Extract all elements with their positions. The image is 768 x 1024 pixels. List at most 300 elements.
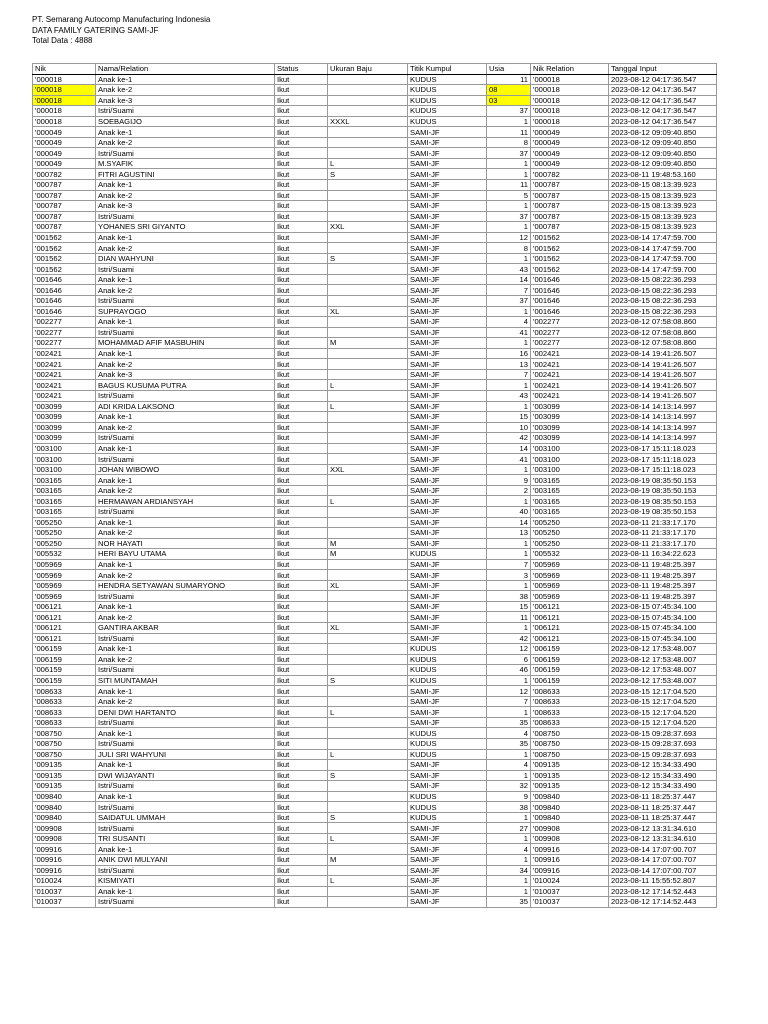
table-row <box>33 496 717 507</box>
cell-titik-kumpul: SAMI-JF <box>408 422 487 433</box>
cell-status: Ikut <box>275 717 328 728</box>
cell-tanggal-input: 2023-08-11 18:25:37.447 <box>609 791 717 802</box>
cell-tanggal-input: 2023-08-15 08:22:36.293 <box>609 296 717 307</box>
cell-nik-relation: '003100 <box>531 464 609 475</box>
cell-status: Ikut <box>275 443 328 454</box>
cell-ukuran-baju <box>328 359 408 370</box>
table-row <box>33 876 717 887</box>
cell-usia: 1 <box>487 876 531 887</box>
cell-status: Ikut <box>275 707 328 718</box>
cell-usia: 1 <box>487 338 531 349</box>
cell-nik: '006121 <box>33 633 96 644</box>
cell-tanggal-input: 2023-08-14 14:13:14.997 <box>609 412 717 423</box>
cell-nik: '002421 <box>33 380 96 391</box>
table-row <box>33 222 717 233</box>
cell-titik-kumpul: SAMI-JF <box>408 433 487 444</box>
cell-nik: '003100 <box>33 464 96 475</box>
cell-nik-relation: '000049 <box>531 127 609 138</box>
cell-nama: Anak ke-2 <box>96 654 275 665</box>
cell-ukuran-baju <box>328 211 408 222</box>
cell-nik-relation: '005250 <box>531 538 609 549</box>
cell-titik-kumpul: KUDUS <box>408 802 487 813</box>
cell-nama: Istri/Suami <box>96 665 275 676</box>
cell-nama: Anak ke-2 <box>96 422 275 433</box>
cell-titik-kumpul: SAMI-JF <box>408 369 487 380</box>
cell-nik: '002421 <box>33 390 96 401</box>
cell-titik-kumpul: SAMI-JF <box>408 285 487 296</box>
cell-nik-relation: '002277 <box>531 327 609 338</box>
cell-tanggal-input: 2023-08-15 07:45:34.100 <box>609 622 717 633</box>
table-row <box>33 116 717 127</box>
cell-nik-relation: '008633 <box>531 686 609 697</box>
cell-usia: 1 <box>487 116 531 127</box>
column-header-nik: Nik <box>33 64 96 75</box>
cell-ukuran-baju: XL <box>328 580 408 591</box>
cell-nik: '001646 <box>33 296 96 307</box>
cell-ukuran-baju <box>328 739 408 750</box>
cell-nik-relation: '003099 <box>531 422 609 433</box>
column-header-ukuran-baju: Ukuran Baju <box>328 64 408 75</box>
cell-nik: '005250 <box>33 538 96 549</box>
cell-tanggal-input: 2023-08-12 04:17:36.547 <box>609 74 717 85</box>
cell-ukuran-baju <box>328 823 408 834</box>
cell-status: Ikut <box>275 137 328 148</box>
cell-usia: 15 <box>487 412 531 423</box>
cell-titik-kumpul: SAMI-JF <box>408 306 487 317</box>
cell-nama: Anak ke-1 <box>96 601 275 612</box>
cell-nik: '009135 <box>33 760 96 771</box>
cell-usia: 1 <box>487 770 531 781</box>
cell-tanggal-input: 2023-08-19 08:35:50.153 <box>609 475 717 486</box>
cell-ukuran-baju <box>328 601 408 612</box>
table-row <box>33 897 717 908</box>
cell-nama: Anak ke-1 <box>96 127 275 138</box>
cell-status: Ikut <box>275 232 328 243</box>
table-row <box>33 243 717 254</box>
table-row <box>33 707 717 718</box>
cell-nik: '003099 <box>33 422 96 433</box>
table-row <box>33 612 717 623</box>
cell-nik-relation: '006159 <box>531 654 609 665</box>
cell-nik: '008750 <box>33 749 96 760</box>
cell-nik-relation: '010024 <box>531 876 609 887</box>
cell-nik-relation: '001562 <box>531 253 609 264</box>
cell-nik: '006159 <box>33 675 96 686</box>
cell-nik: '000782 <box>33 169 96 180</box>
cell-nama: Istri/Suami <box>96 211 275 222</box>
cell-nik: '000787 <box>33 201 96 212</box>
cell-nama: JULI SRI WAHYUNI <box>96 749 275 760</box>
cell-status: Ikut <box>275 897 328 908</box>
cell-nik: '003100 <box>33 443 96 454</box>
cell-nik: '009840 <box>33 802 96 813</box>
cell-nik-relation: '000018 <box>531 106 609 117</box>
cell-status: Ikut <box>275 538 328 549</box>
cell-tanggal-input: 2023-08-12 15:34:33.490 <box>609 770 717 781</box>
column-header-usia: Usia <box>487 64 531 75</box>
cell-nik: '006121 <box>33 601 96 612</box>
table-row <box>33 412 717 423</box>
cell-nik-relation: '001646 <box>531 274 609 285</box>
cell-nik-relation: '002421 <box>531 390 609 401</box>
cell-titik-kumpul: SAMI-JF <box>408 338 487 349</box>
cell-titik-kumpul: SAMI-JF <box>408 528 487 539</box>
cell-status: Ikut <box>275 686 328 697</box>
cell-tanggal-input: 2023-08-15 08:13:39.923 <box>609 180 717 191</box>
cell-nama: Anak ke-1 <box>96 517 275 528</box>
cell-status: Ikut <box>275 633 328 644</box>
cell-titik-kumpul: SAMI-JF <box>408 274 487 285</box>
cell-titik-kumpul: KUDUS <box>408 791 487 802</box>
cell-titik-kumpul: SAMI-JF <box>408 327 487 338</box>
cell-nik-relation: '003099 <box>531 412 609 423</box>
cell-ukuran-baju <box>328 897 408 908</box>
cell-nik: '009908 <box>33 833 96 844</box>
cell-nik: '000049 <box>33 158 96 169</box>
cell-ukuran-baju <box>328 390 408 401</box>
cell-tanggal-input: 2023-08-15 08:22:36.293 <box>609 285 717 296</box>
cell-nik: '005250 <box>33 528 96 539</box>
cell-nik: '008633 <box>33 686 96 697</box>
cell-nik-relation: '008750 <box>531 728 609 739</box>
cell-nama: Anak ke-3 <box>96 201 275 212</box>
cell-status: Ikut <box>275 327 328 338</box>
cell-status: Ikut <box>275 380 328 391</box>
cell-nik: '002277 <box>33 327 96 338</box>
cell-status: Ikut <box>275 749 328 760</box>
cell-nik: '003099 <box>33 401 96 412</box>
cell-nik: '010037 <box>33 897 96 908</box>
cell-ukuran-baju <box>328 127 408 138</box>
cell-usia: 12 <box>487 686 531 697</box>
cell-status: Ikut <box>275 654 328 665</box>
cell-nama: Anak ke-2 <box>96 285 275 296</box>
cell-tanggal-input: 2023-08-15 12:17:04.520 <box>609 696 717 707</box>
table-row <box>33 760 717 771</box>
cell-nama: Anak ke-1 <box>96 886 275 897</box>
cell-nik-relation: '000018 <box>531 85 609 96</box>
cell-ukuran-baju <box>328 517 408 528</box>
column-header-nik-relation: Nik Relation <box>531 64 609 75</box>
cell-ukuran-baju: S <box>328 169 408 180</box>
cell-nama: Istri/Suami <box>96 390 275 401</box>
cell-usia: 42 <box>487 633 531 644</box>
cell-nik: '005969 <box>33 559 96 570</box>
cell-tanggal-input: 2023-08-15 12:17:04.520 <box>609 717 717 728</box>
cell-tanggal-input: 2023-08-15 09:28:37.693 <box>609 749 717 760</box>
cell-ukuran-baju <box>328 74 408 85</box>
cell-status: Ikut <box>275 412 328 423</box>
cell-tanggal-input: 2023-08-15 09:28:37.693 <box>609 739 717 750</box>
cell-tanggal-input: 2023-08-12 17:14:52.443 <box>609 886 717 897</box>
table-row <box>33 770 717 781</box>
cell-nik: '003099 <box>33 412 96 423</box>
table-row <box>33 201 717 212</box>
cell-titik-kumpul: SAMI-JF <box>408 717 487 728</box>
cell-status: Ikut <box>275 148 328 159</box>
cell-status: Ikut <box>275 517 328 528</box>
cell-nik-relation: '009916 <box>531 865 609 876</box>
cell-tanggal-input: 2023-08-15 07:45:34.100 <box>609 601 717 612</box>
cell-nik-relation: '000787 <box>531 211 609 222</box>
cell-titik-kumpul: SAMI-JF <box>408 622 487 633</box>
table-row <box>33 485 717 496</box>
table-row <box>33 380 717 391</box>
table-row <box>33 538 717 549</box>
cell-nama: JOHAN WIBOWO <box>96 464 275 475</box>
table-row <box>33 844 717 855</box>
cell-status: Ikut <box>275 622 328 633</box>
cell-nik: '008633 <box>33 707 96 718</box>
cell-nik-relation: '001646 <box>531 285 609 296</box>
cell-status: Ikut <box>275 74 328 85</box>
cell-tanggal-input: 2023-08-15 08:22:36.293 <box>609 306 717 317</box>
cell-titik-kumpul: KUDUS <box>408 739 487 750</box>
cell-tanggal-input: 2023-08-14 17:47:59.700 <box>609 243 717 254</box>
table-row <box>33 633 717 644</box>
cell-usia: 2 <box>487 485 531 496</box>
cell-nik: '000787 <box>33 190 96 201</box>
cell-nama: GANTIRA AKBAR <box>96 622 275 633</box>
cell-nik-relation: '008633 <box>531 717 609 728</box>
cell-tanggal-input: 2023-08-15 08:13:39.923 <box>609 190 717 201</box>
cell-tanggal-input: 2023-08-12 15:34:33.490 <box>609 781 717 792</box>
cell-ukuran-baju: XXXL <box>328 116 408 127</box>
cell-usia: 1 <box>487 833 531 844</box>
cell-nama: Istri/Suami <box>96 865 275 876</box>
cell-nama: HENDRA SETYAWAN SUMARYONO <box>96 580 275 591</box>
table-header-row <box>33 64 717 75</box>
table-row <box>33 253 717 264</box>
cell-nik-relation: '001562 <box>531 243 609 254</box>
cell-tanggal-input: 2023-08-11 21:33:17.170 <box>609 517 717 528</box>
cell-nik: '005250 <box>33 517 96 528</box>
cell-usia: 37 <box>487 211 531 222</box>
cell-tanggal-input: 2023-08-14 14:13:14.997 <box>609 401 717 412</box>
cell-usia: 13 <box>487 528 531 539</box>
cell-usia: 14 <box>487 517 531 528</box>
cell-tanggal-input: 2023-08-12 17:53:48.007 <box>609 675 717 686</box>
cell-tanggal-input: 2023-08-12 17:53:48.007 <box>609 665 717 676</box>
cell-ukuran-baju <box>328 644 408 655</box>
cell-usia: 11 <box>487 127 531 138</box>
cell-usia: 1 <box>487 306 531 317</box>
cell-ukuran-baju <box>328 865 408 876</box>
cell-titik-kumpul: KUDUS <box>408 675 487 686</box>
cell-nik: '009916 <box>33 844 96 855</box>
cell-titik-kumpul: KUDUS <box>408 812 487 823</box>
cell-titik-kumpul: SAMI-JF <box>408 517 487 528</box>
cell-usia: 46 <box>487 665 531 676</box>
cell-nama: NOR HAYATI <box>96 538 275 549</box>
cell-nik: '000787 <box>33 180 96 191</box>
cell-tanggal-input: 2023-08-14 17:07:00.707 <box>609 865 717 876</box>
cell-titik-kumpul: SAMI-JF <box>408 222 487 233</box>
cell-nik-relation: '003165 <box>531 506 609 517</box>
cell-nama: Istri/Suami <box>96 506 275 517</box>
table-row <box>33 601 717 612</box>
cell-tanggal-input: 2023-08-15 12:17:04.520 <box>609 686 717 697</box>
table-row <box>33 654 717 665</box>
cell-tanggal-input: 2023-08-15 07:45:34.100 <box>609 612 717 623</box>
cell-status: Ikut <box>275 274 328 285</box>
cell-tanggal-input: 2023-08-19 08:35:50.153 <box>609 485 717 496</box>
table-row <box>33 433 717 444</box>
cell-usia: 9 <box>487 791 531 802</box>
cell-nik: '001646 <box>33 285 96 296</box>
cell-nik: '002421 <box>33 359 96 370</box>
cell-titik-kumpul: SAMI-JF <box>408 601 487 612</box>
cell-nik-relation: '000049 <box>531 137 609 148</box>
cell-status: Ikut <box>275 201 328 212</box>
cell-nama: Istri/Suami <box>96 897 275 908</box>
cell-nik: '009840 <box>33 812 96 823</box>
table-body <box>33 74 717 907</box>
cell-usia: 1 <box>487 380 531 391</box>
cell-usia: 9 <box>487 475 531 486</box>
cell-status: Ikut <box>275 401 328 412</box>
cell-nik-relation: '008633 <box>531 707 609 718</box>
cell-status: Ikut <box>275 865 328 876</box>
cell-ukuran-baju: L <box>328 401 408 412</box>
cell-tanggal-input: 2023-08-12 04:17:36.547 <box>609 95 717 106</box>
document-header <box>32 15 210 47</box>
cell-tanggal-input: 2023-08-19 08:35:50.153 <box>609 506 717 517</box>
cell-usia: 1 <box>487 675 531 686</box>
cell-ukuran-baju: M <box>328 538 408 549</box>
cell-ukuran-baju <box>328 180 408 191</box>
cell-nik: '009916 <box>33 865 96 876</box>
cell-ukuran-baju: M <box>328 855 408 866</box>
cell-titik-kumpul: SAMI-JF <box>408 591 487 602</box>
cell-nama: Anak ke-1 <box>96 475 275 486</box>
cell-nik-relation: '003165 <box>531 475 609 486</box>
table-row <box>33 717 717 728</box>
cell-status: Ikut <box>275 844 328 855</box>
cell-usia: 5 <box>487 190 531 201</box>
cell-nik-relation: '003165 <box>531 485 609 496</box>
cell-status: Ikut <box>275 675 328 686</box>
cell-titik-kumpul: SAMI-JF <box>408 538 487 549</box>
cell-titik-kumpul: SAMI-JF <box>408 844 487 855</box>
cell-tanggal-input: 2023-08-12 04:17:36.547 <box>609 85 717 96</box>
table-row <box>33 422 717 433</box>
cell-titik-kumpul: KUDUS <box>408 665 487 676</box>
cell-nik-relation: '009916 <box>531 844 609 855</box>
cell-nik: '009135 <box>33 770 96 781</box>
cell-nik-relation: '000049 <box>531 158 609 169</box>
cell-titik-kumpul: SAMI-JF <box>408 897 487 908</box>
cell-nik-relation: '005969 <box>531 570 609 581</box>
cell-tanggal-input: 2023-08-15 08:22:36.293 <box>609 274 717 285</box>
cell-titik-kumpul: SAMI-JF <box>408 148 487 159</box>
table-row <box>33 454 717 465</box>
cell-titik-kumpul: KUDUS <box>408 95 487 106</box>
cell-nama: ANIK DWI MULYANI <box>96 855 275 866</box>
table-row <box>33 591 717 602</box>
cell-ukuran-baju <box>328 559 408 570</box>
cell-nik-relation: '002421 <box>531 380 609 391</box>
cell-titik-kumpul: SAMI-JF <box>408 475 487 486</box>
cell-titik-kumpul: SAMI-JF <box>408 833 487 844</box>
cell-nama: Istri/Suami <box>96 148 275 159</box>
cell-ukuran-baju <box>328 285 408 296</box>
cell-ukuran-baju <box>328 485 408 496</box>
cell-tanggal-input: 2023-08-15 09:28:37.693 <box>609 728 717 739</box>
cell-nik-relation: '000018 <box>531 116 609 127</box>
cell-tanggal-input: 2023-08-17 15:11:18.023 <box>609 443 717 454</box>
cell-tanggal-input: 2023-08-14 14:13:14.997 <box>609 422 717 433</box>
cell-titik-kumpul: KUDUS <box>408 549 487 560</box>
table-row <box>33 390 717 401</box>
cell-tanggal-input: 2023-08-15 07:45:34.100 <box>609 633 717 644</box>
cell-usia: 40 <box>487 506 531 517</box>
table-row <box>33 781 717 792</box>
cell-usia: 16 <box>487 348 531 359</box>
cell-nama: SAIDATUL UMMAH <box>96 812 275 823</box>
cell-status: Ikut <box>275 158 328 169</box>
cell-status: Ikut <box>275 855 328 866</box>
cell-nama: Anak ke-2 <box>96 137 275 148</box>
cell-usia: 37 <box>487 296 531 307</box>
cell-usia: 1 <box>487 401 531 412</box>
cell-nama: SOEBAGIJO <box>96 116 275 127</box>
cell-nik: '000018 <box>33 85 96 96</box>
cell-tanggal-input: 2023-08-12 13:31:34.610 <box>609 833 717 844</box>
cell-status: Ikut <box>275 211 328 222</box>
cell-usia: 35 <box>487 897 531 908</box>
cell-usia: 10 <box>487 422 531 433</box>
cell-usia: 1 <box>487 538 531 549</box>
cell-ukuran-baju <box>328 591 408 602</box>
cell-tanggal-input: 2023-08-11 19:48:25.397 <box>609 591 717 602</box>
cell-nama: Anak ke-2 <box>96 485 275 496</box>
cell-nik-relation: '008633 <box>531 696 609 707</box>
cell-nik: '001562 <box>33 264 96 275</box>
cell-nama: HERMAWAN ARDIANSYAH <box>96 496 275 507</box>
cell-status: Ikut <box>275 739 328 750</box>
cell-usia: 8 <box>487 137 531 148</box>
cell-nik-relation: '001646 <box>531 306 609 317</box>
cell-ukuran-baju <box>328 264 408 275</box>
cell-status: Ikut <box>275 528 328 539</box>
cell-usia: 41 <box>487 327 531 338</box>
company-name: PT. Semarang Autocomp Manufacturing Indonesia <box>32 15 211 24</box>
cell-ukuran-baju <box>328 201 408 212</box>
cell-titik-kumpul: SAMI-JF <box>408 211 487 222</box>
cell-nama: Istri/Suami <box>96 633 275 644</box>
cell-tanggal-input: 2023-08-11 21:33:17.170 <box>609 538 717 549</box>
cell-status: Ikut <box>275 264 328 275</box>
cell-titik-kumpul: SAMI-JF <box>408 243 487 254</box>
cell-nik-relation: '009916 <box>531 855 609 866</box>
cell-nama: Anak ke-2 <box>96 612 275 623</box>
cell-tanggal-input: 2023-08-12 09:09:40.850 <box>609 158 717 169</box>
table-row <box>33 443 717 454</box>
cell-titik-kumpul: SAMI-JF <box>408 317 487 328</box>
cell-ukuran-baju <box>328 433 408 444</box>
cell-ukuran-baju <box>328 570 408 581</box>
cell-nama: Istri/Suami <box>96 823 275 834</box>
cell-titik-kumpul: SAMI-JF <box>408 580 487 591</box>
cell-nik: '006159 <box>33 665 96 676</box>
cell-titik-kumpul: SAMI-JF <box>408 865 487 876</box>
cell-status: Ikut <box>275 886 328 897</box>
cell-nama: FITRI AGUSTINI <box>96 169 275 180</box>
cell-ukuran-baju <box>328 717 408 728</box>
table-row <box>33 169 717 180</box>
table-row <box>33 475 717 486</box>
